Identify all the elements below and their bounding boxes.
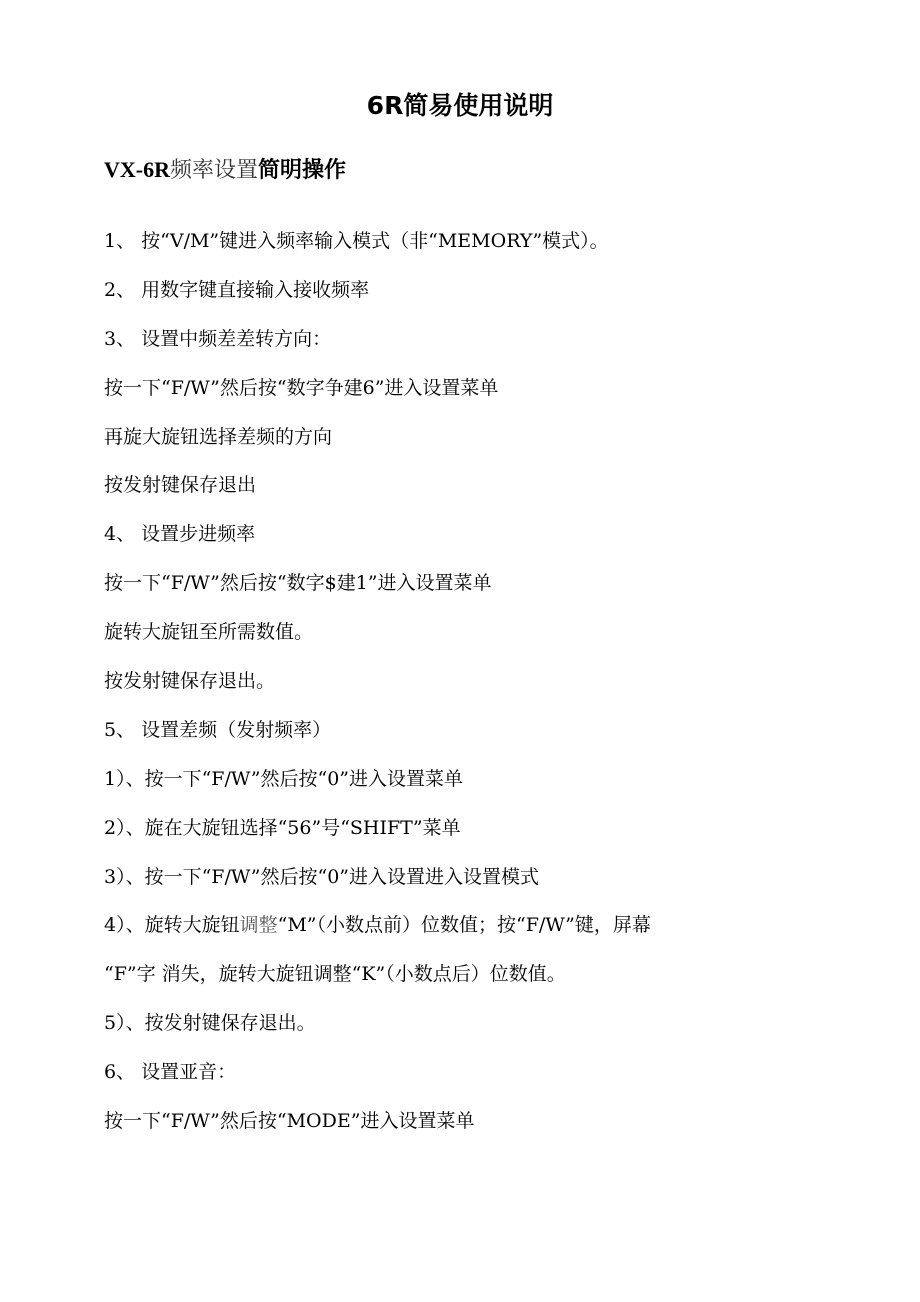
instruction-line: 1、 按“V/M”键进入频率输入模式（非“MEMORY”模式）。 (104, 230, 609, 252)
subtitle-topic: 频率设置 (170, 158, 259, 183)
document-subtitle (104, 153, 346, 188)
instruction-line (104, 908, 804, 957)
instruction-line: 按一下“F/W”然后按“数字争建6”进入设置菜单 (104, 376, 499, 399)
instruction-line: 3、 设置中频差差转方向： (104, 327, 332, 350)
instruction-line: 旋转大旋钮至所需数值。 (104, 621, 314, 644)
instruction-line: 再旋大旋钮选择差频的方向 (104, 425, 333, 448)
line-text-light: 调整 (239, 914, 278, 937)
line-text: “M”（小数点前）位数值；按“F/W”键，屏幕 (277, 914, 651, 937)
instruction-line: 5、 设置差频（发射频率） (104, 718, 332, 741)
instruction-line: 2）、旋在大旋钮选择“56”号“SHIFT”菜单 (104, 816, 461, 839)
instruction-line: 按发射键保存退出 (104, 474, 257, 497)
line-text: 4）、旋转大旋钮 (104, 914, 240, 937)
instruction-line: 1）、按一下“F/W”然后按“0”进入设置菜单 (104, 767, 463, 790)
instruction-line: 6、 设置亚音： (104, 1061, 237, 1084)
instruction-line: 按发射键保存退出。 (104, 670, 276, 693)
subtitle-model: VX-6R (104, 157, 170, 182)
instruction-line: 按一下“F/W”然后按“MODE”进入设置菜单 (104, 1110, 475, 1133)
instruction-line: 4、 设置步进频率 (104, 523, 256, 546)
instruction-line: 2、 用数字键直接输入接收频率 (104, 278, 370, 301)
instruction-line: 5）、按发射键保存退出。 (104, 1012, 316, 1035)
instruction-line: 按一下“F/W”然后按“数字$建1”进入设置菜单 (104, 572, 492, 595)
instruction-lines (104, 224, 804, 1153)
document-title: 6R简易使用说明 (366, 91, 554, 120)
subtitle-operation: 简明操作 (258, 158, 347, 183)
instruction-line: “F”字 消失，旋转大旋钮调整“K”（小数点后）位数值。 (104, 963, 566, 986)
instruction-line: 3）、按一下“F/W”然后按“0”进入设置进入设置模式 (104, 865, 539, 888)
